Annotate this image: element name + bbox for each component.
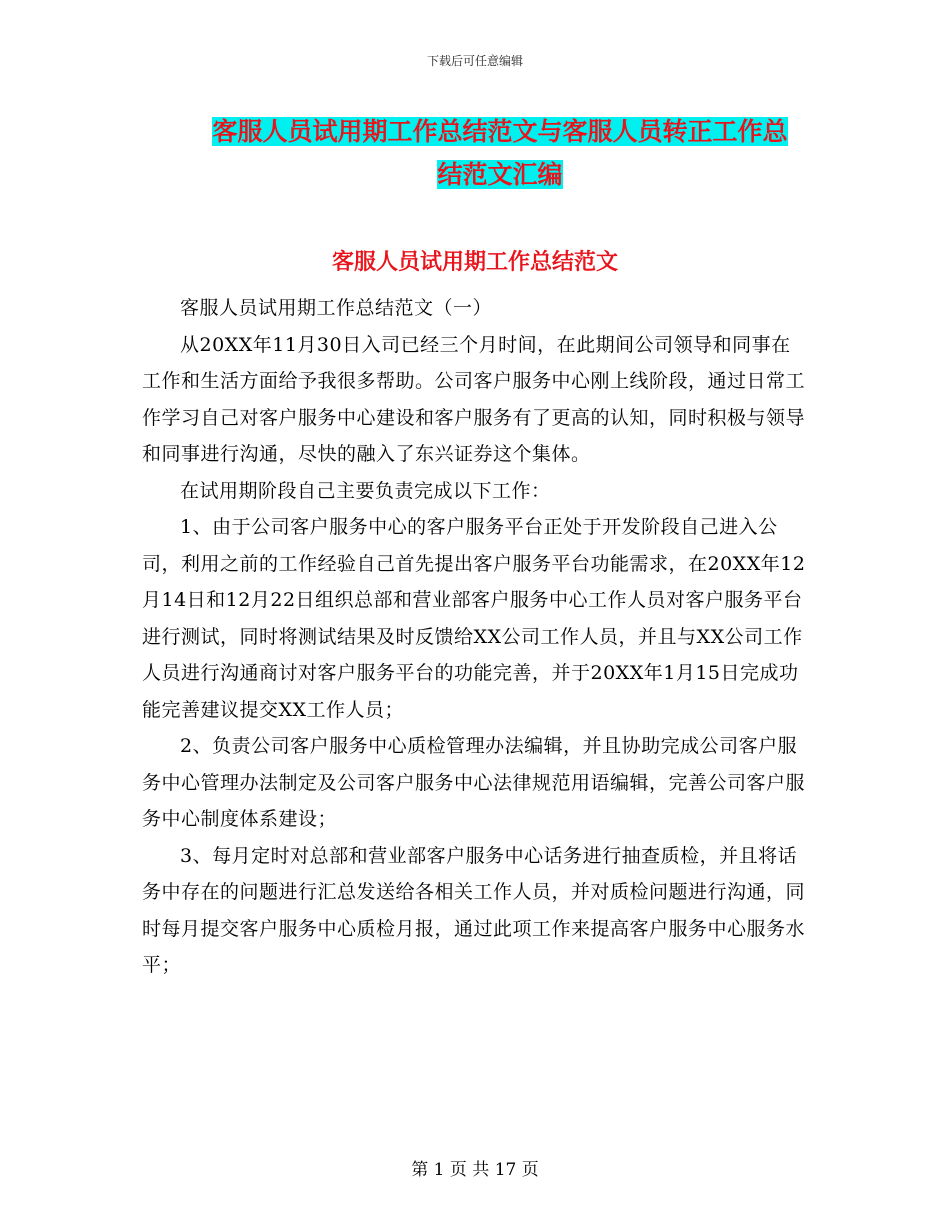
document-title bbox=[140, 110, 860, 196]
paragraph: 1、由于公司客户服务中心的客户服务平台正处于开发阶段自己进入公司，利用之前的工作经验自己首先提出客户服务平台功能需求，在20XX年12月14日和12月22日组织总部和营业部客户服务中心工作人员对客户服务平台进行测试，同时将测试结果及时反馈给XX公司工作人员，并且与XX公司工作人员进行沟通商讨对客户服务平台的功能完善，并于20XX年1月15日完成功能完善建议提交XX工作人员； bbox=[142, 516, 806, 721]
paragraph: 从20XX年11月30日入司已经三个月时间，在此期间公司领导和同事在工作和生活方面给予我很多帮助。公司客户服务中心刚上线阶段，通过日常工作学习自己对客户服务中心建设和客户服务有了更高的认知，同时积极与领导和同事进行沟通，尽快的融入了东兴证券这个集体。 bbox=[142, 333, 806, 465]
paragraph-heading: 客服人员试用期工作总结范文（一） bbox=[180, 297, 493, 319]
paragraph: 在试用期阶段自己主要负责完成以下工作： bbox=[180, 479, 551, 502]
page-header-note: 下载后可任意编辑 bbox=[426, 54, 523, 68]
page-number-footer: 第 1 页 共 17 页 bbox=[411, 1160, 539, 1180]
paragraph: 3、每月定时对总部和营业部客户服务中心话务进行抽查质检，并且将话务中存在的问题进行汇总发送给各相关工作人员，并对质检问题进行沟通，同时每月提交客户服务中心质检月报，通过此项工作来提高客户服务中心服务水平； bbox=[142, 844, 806, 976]
section-title: 客服人员试用期工作总结范文 bbox=[331, 250, 618, 275]
document-title-line-1: 客服人员试用期工作总结范文与客服人员转正工作总 bbox=[212, 117, 788, 146]
document-body bbox=[142, 290, 808, 984]
document-title-line-2: 结范文汇编 bbox=[437, 160, 563, 189]
paragraph: 2、负责公司客户服务中心质检管理办法编辑，并且协助完成公司客户服务中心管理办法制定及公司客户服务中心法律规范用语编辑，完善公司客户服务中心制度体系建设； bbox=[142, 735, 806, 830]
